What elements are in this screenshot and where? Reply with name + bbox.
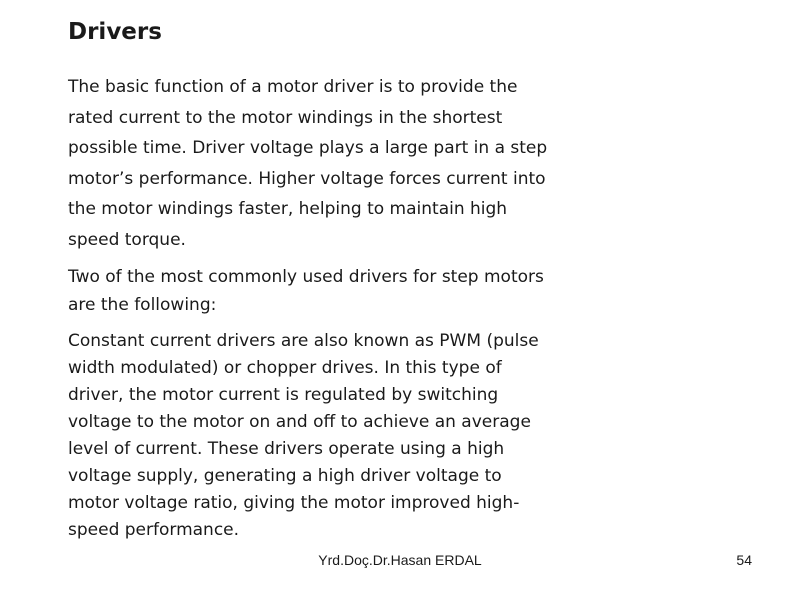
page-number: 54 [736,552,752,568]
paragraph-constant-current-drivers: Constant current drivers are also known as PWM (pulse width modulated) or chopper drives. In this type of driver, the motor current is regulated by switching voltage to the motor on and off to achieve an average level of current. These drivers operate using a high voltage supply, generating a high driver voltage to motor voltage ratio, giving the motor improved high- speed performance. [68,331,539,540]
slide-title: Drivers [68,19,162,45]
footer-author: Yrd.Doç.Dr.Hasan ERDAL [318,552,482,568]
paragraph-motor-driver-function: The basic function of a motor driver is to provide the rated current to the motor windings in the shortest possible time. Driver voltage plays a large part in a step motor’s performance. Higher voltage forces current into the motor windings faster, helping to maintain high speed torque. [68,77,548,250]
paragraph-common-drivers: Two of the most commonly used drivers for step motors are the following: [68,267,544,315]
slide-body [68,72,733,544]
